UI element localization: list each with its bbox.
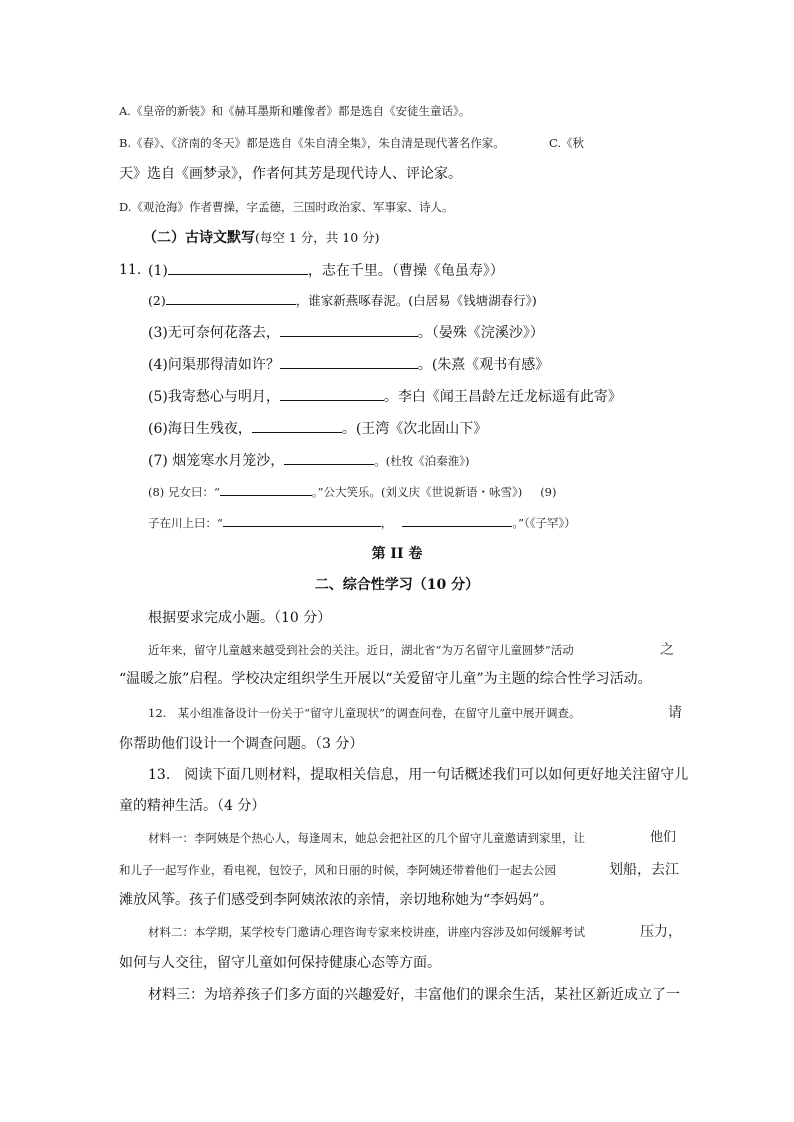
item-prefix: (7) 烟笼寒水月笼沙，	[148, 453, 285, 469]
item-suffix: 。(朱熹《观书有感》	[417, 357, 550, 373]
item-suffix: 。（晏殊《浣溪沙》）	[417, 325, 544, 341]
option-c-cont: 天》选自《画梦录》，作者何其芳是现代诗人、评论家。	[119, 166, 462, 182]
option-d: D.《观沧海》作者曹操，字孟德，三国时政治家、军事家、诗人。	[119, 200, 454, 214]
material-text: 和儿子一起写作业，看电视，包饺子，风和日丽的时候，李阿姨还带着他们一起去公园	[119, 863, 556, 877]
material-1-line-2	[119, 860, 679, 880]
material-3-line-1: 材料三：为培养孩子们多方面的兴趣爱好，丰富他们的课余生活，某社区新近成立了一	[148, 987, 680, 1003]
section-note: (每空 1 分，共 10 分)	[255, 230, 380, 245]
q11-item-3	[148, 322, 544, 343]
q11-item-6	[148, 418, 487, 439]
q12-text-end: 请	[668, 705, 682, 721]
answer-blank-9a[interactable]	[223, 512, 381, 527]
material-2-line-1	[148, 922, 682, 942]
answer-blank-5[interactable]	[280, 386, 384, 401]
part-title: 二、综合性学习（10 分）	[314, 577, 480, 593]
intro-text-end: 之	[660, 642, 674, 658]
item-prefix: (1)	[148, 263, 168, 279]
intro-line-2: “温暖之旅”启程。学校决定组织学生开展以“关爱留守儿童”为主题的综合性学习活动。	[119, 671, 652, 687]
q13-line-2: 童的精神生活。（4 分）	[119, 798, 266, 814]
item-suffix: 。(王湾《次北固山下》	[341, 421, 488, 437]
q11-item-7	[148, 450, 470, 471]
intro-line-1	[148, 640, 674, 660]
answer-blank-9b[interactable]	[402, 512, 512, 527]
answer-blank-2[interactable]	[166, 290, 296, 305]
option-c-start: C.《秋	[549, 136, 585, 150]
item-suffix: 。”（《子罕》）	[512, 516, 576, 530]
item-suffix: ，志在千里。（曹操《龟虽寿》）	[307, 263, 504, 279]
option-b-text: B.《春》、《济南的冬天》都是选自《朱自清全集》，朱自清是现代著名作家。	[119, 136, 505, 150]
item-prefix: (3)无可奈何花落去，	[148, 325, 280, 341]
material-text-end: 他们	[650, 830, 677, 845]
q11-item-5	[148, 386, 622, 407]
material-1-line-3: 滩放风筝。孩子们感受到李阿姨浓浓的亲情，亲切地称她为“李妈妈”。	[119, 892, 554, 908]
answer-blank-8[interactable]	[220, 481, 312, 496]
item-prefix: 子在川上曰：“	[148, 516, 223, 530]
q11-item-4	[148, 354, 549, 375]
answer-blank-3[interactable]	[280, 322, 418, 337]
item-suffix: 。李白《闻王昌龄左迁龙标遥有此寄》	[383, 389, 622, 405]
item-9-number: (9)	[540, 485, 557, 499]
option-a: A.《皇帝的新装》和《赫耳墨斯和雕像者》都是选自《安徒生童话》。	[119, 104, 471, 118]
volume-title: 第 II 卷	[371, 546, 423, 562]
item-suffix: 。(杜牧《泊秦淮》)	[374, 454, 470, 468]
material-2-line-2: 如何与人交往，留守儿童如何保持健康心态等方面。	[119, 955, 441, 971]
material-text: 材料一：李阿姨是个热心人，每逢周末，她总会把社区的几个留守儿童邀请到家里，让	[148, 831, 585, 845]
q11-number: 11.	[119, 262, 142, 278]
q11-item-9	[148, 512, 576, 533]
q11-item-2	[148, 290, 537, 311]
item-prefix: (5)我寄愁心与明月，	[148, 389, 280, 405]
answer-blank-7[interactable]	[284, 450, 374, 465]
answer-blank-6[interactable]	[252, 418, 342, 433]
section-heading	[143, 228, 380, 248]
q13-line-1: 13. 阅读下面几则材料，提取相关信息，用一句话概述我们可以如何更好地关注留守儿	[148, 767, 689, 783]
instruction: 根据要求完成小题。（10 分）	[148, 610, 332, 626]
item-prefix: (2)	[148, 293, 166, 308]
answer-blank-1[interactable]	[168, 260, 308, 275]
material-text-end: 压力，	[640, 924, 682, 940]
option-b	[119, 133, 585, 153]
item-suffix: 。”公大笑乐。(刘义庆《世说新语・咏雪》)	[311, 485, 523, 499]
item-prefix: (4)问渠那得清如许？	[148, 357, 280, 373]
section-title: （二）古诗文默写	[143, 230, 255, 246]
material-1-line-1	[148, 828, 677, 848]
q12-text: 12. 某小组准备设计一份关于“留守儿童现状”的调查问卷，在留守儿童中展开调查。	[148, 706, 581, 720]
material-text: 材料二：本学期，某学校专门邀请心理咨询专家来校讲座，讲座内容涉及如何缓解考试	[148, 925, 585, 939]
intro-text: 近年来，留守儿童越来越受到社会的关注。近日，湖北省“为万名留守儿童圆梦”活动	[148, 643, 574, 657]
q12-line-2: 你帮助他们设计一个调查问题。（3 分）	[119, 736, 364, 752]
answer-blank-4[interactable]	[280, 354, 418, 369]
material-text-end: 划船，去江	[609, 862, 679, 878]
item-mid: ，	[380, 516, 393, 530]
q11-item-1	[119, 260, 504, 280]
item-prefix: (6)海日生残夜，	[148, 421, 252, 437]
q11-item-8	[148, 481, 556, 502]
q12-line-1	[148, 703, 682, 723]
item-prefix: (8) 兄女曰：“	[148, 485, 220, 499]
item-suffix: ，谁家新燕啄春泥。(白居易《钱塘湖春行》)	[295, 293, 537, 308]
